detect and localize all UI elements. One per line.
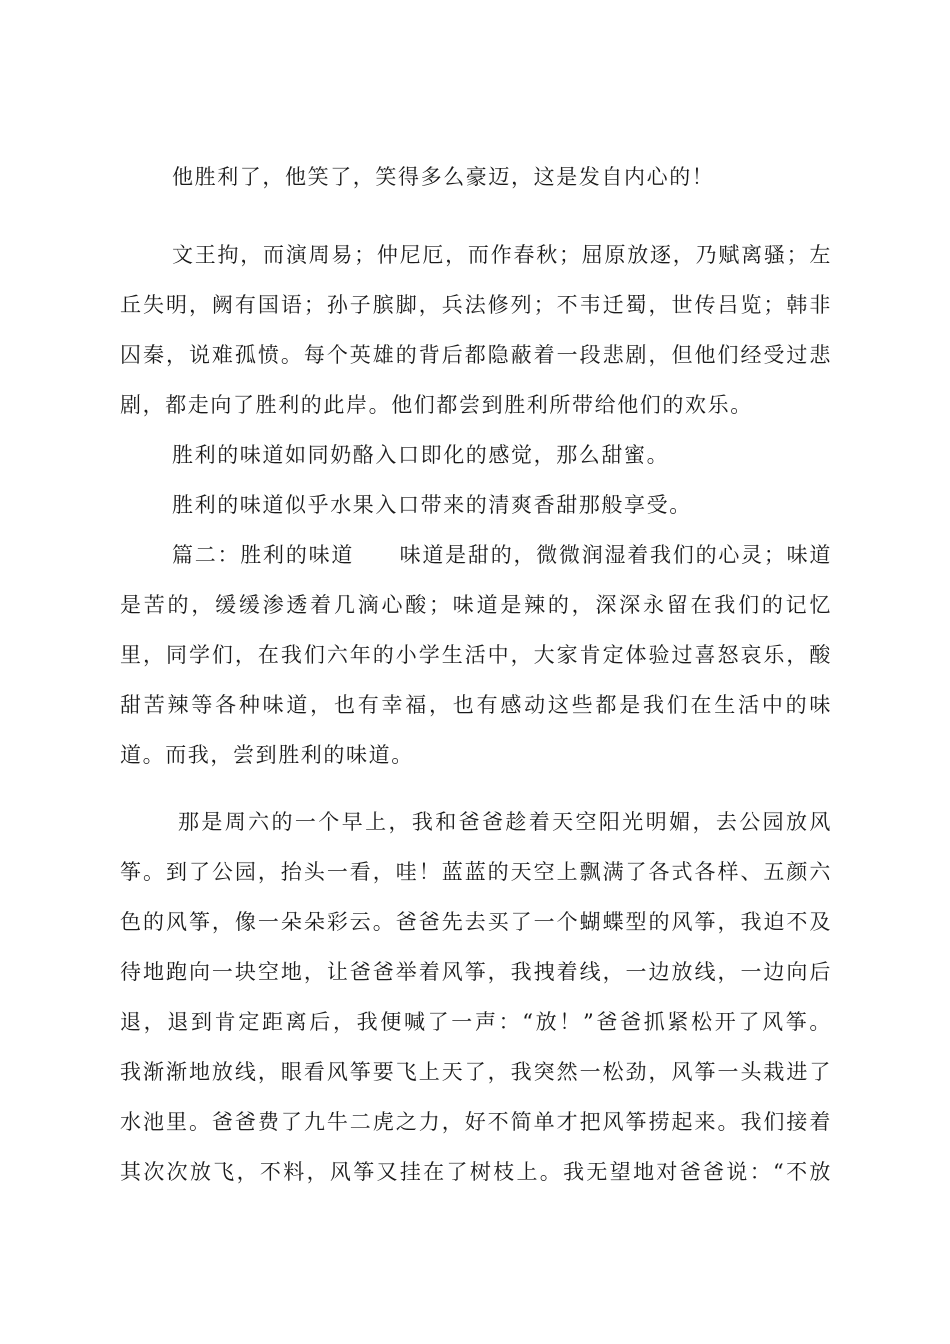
paragraph-5-line-3: 里，同学们，在我们六年的小学生活中，大家肯定体验过喜怒哀乐，酸 (120, 643, 832, 667)
paragraph-6-line-6: 我渐渐地放线，眼看风筝要飞上天了，我突然一松劲，风筝一头栽进了 (120, 1060, 832, 1084)
paragraph-1-line-1: 他胜利了，他笑了，笑得多么豪迈，这是发自内心的！ (172, 165, 715, 189)
paragraph-6-line-2: 筝。到了公园，抬头一看，哇！蓝蓝的天空上飘满了各式各样、五颜六 (120, 860, 832, 884)
paragraph-5-line-1: 篇二：胜利的味道 味道是甜的，微微润湿着我们的心灵；味道 (172, 543, 832, 567)
paragraph-5-line-5: 道。而我，尝到胜利的味道。 (120, 743, 414, 767)
paragraph-3-line-1: 胜利的味道如同奶酪入口即化的感觉，那么甜蜜。 (172, 443, 670, 467)
paragraph-6-line-7: 水池里。爸爸费了九牛二虎之力，好不简单才把风筝捞起来。我们接着 (120, 1110, 832, 1134)
paragraph-4-line-1: 胜利的味道似乎水果入口带来的清爽香甜那般享受。 (172, 493, 692, 517)
paragraph-2-line-4: 剧，都走向了胜利的此岸。他们都尝到胜利所带给他们的欢乐。 (120, 393, 753, 417)
paragraph-2-line-3: 囚秦，说难孤愤。每个英雄的背后都隐蔽着一段悲剧，但他们经受过悲 (120, 343, 832, 367)
paragraph-5-line-2: 是苦的，缓缓渗透着几滴心酸；味道是辣的，深深永留在我们的记忆 (120, 593, 832, 617)
paragraph-6-line-4: 待地跑向一块空地，让爸爸举着风筝，我拽着线，一边放线，一边向后 (120, 960, 832, 984)
paragraph-5-line-4: 甜苦辣等各种味道，也有幸福，也有感动这些都是我们在生活中的味 (120, 693, 832, 717)
paragraph-6-line-3: 色的风筝，像一朵朵彩云。爸爸先去买了一个蝴蝶型的风筝，我迫不及 (120, 910, 832, 934)
paragraph-6-line-5: 退，退到肯定距离后，我便喊了一声：“放！”爸爸抓紧松开了风筝。 (120, 1010, 832, 1034)
paragraph-6-line-8: 其次次放飞，不料，风筝又挂在了树枝上。我无望地对爸爸说：“不放 (120, 1160, 832, 1184)
paragraph-6-line-1: 那是周六的一个早上，我和爸爸趁着天空阳光明媚，去公园放风 (178, 810, 832, 834)
paragraph-2-line-2: 丘失明，阙有国语；孙子膑脚，兵法修列；不韦迁蜀，世传吕览；韩非 (120, 293, 832, 317)
paragraph-2-line-1: 文王拘，而演周易；仲尼厄，而作春秋；屈原放逐，乃赋离骚；左 (172, 243, 832, 267)
